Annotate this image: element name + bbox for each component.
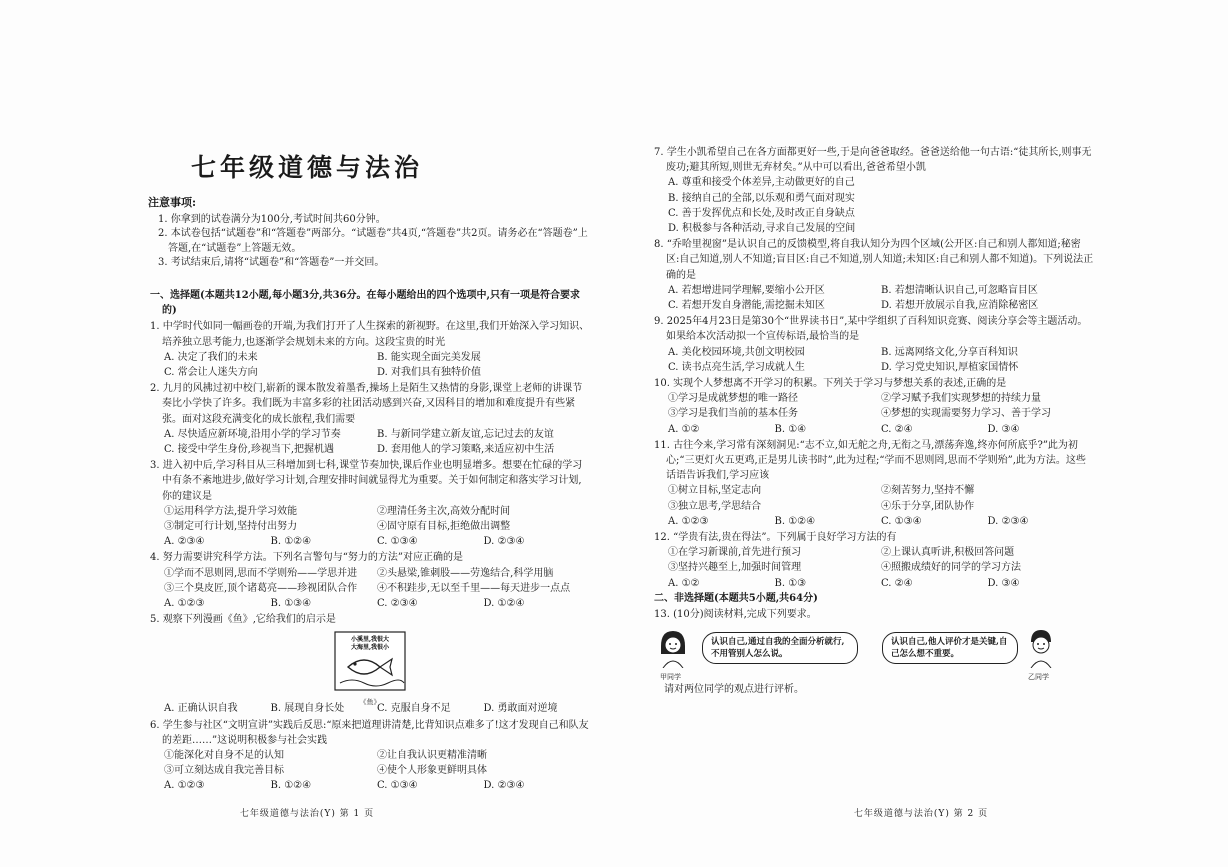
- question-stem: 12. “学贵有法,贵在得法”。下列属于良好学习方法的有: [654, 532, 897, 544]
- section-heading: 一、选择题(本题共12小题,每小题3分,共36分。在每小题给出的四个选项中,只有一项是符合要求的): [150, 290, 580, 317]
- option-a: A. 若想增进同学理解,要缩小公开区: [668, 284, 825, 296]
- question-stem: 13. (10分)阅读材料,完成下列要求。: [654, 609, 817, 621]
- option-b: B. ①②④: [270, 780, 312, 792]
- fish-comic: [150, 631, 590, 707]
- option-b: B. ①③④: [270, 598, 312, 610]
- question-stem: 11. 古往今来,学习常有深刻洞见:“志不立,如无舵之舟,无衔之马,漂荡奔逸,终亦何所底乎?”此为初心;“三更灯火五更鸡,正是男儿读书时”,此为过程;“学而不思则罔,思而不学则殆”,此为方法。这些话语告诉我们,学习应该: [654, 439, 1086, 482]
- option-d: D. 勇敢面对逆境: [483, 703, 558, 715]
- statement-4: ④固守原有目标,拒绝做出调整: [377, 521, 511, 533]
- option-b: B. 远离网络文化,分享百科知识: [881, 346, 1018, 358]
- page2-content: [654, 144, 1094, 698]
- page-2: [614, 0, 1228, 867]
- page-footer: 七年级道德与法治(Y) 第 1 页: [239, 809, 375, 819]
- option-c: C. 常会让人迷失方向: [164, 367, 258, 379]
- statement-3: ③坚持兴趣至上,加强时间管理: [668, 562, 802, 574]
- option-b: B. 与新同学建立新友谊,忘记过去的友谊: [377, 428, 554, 440]
- option-d: D. 积极参与各种活动,寻求自己发展的空间: [668, 223, 856, 235]
- comic-caption: 《鱼》: [359, 698, 381, 707]
- notes-item: 3. 考试结束后,请将“试题卷”和“答题卷”一并交回。: [158, 257, 385, 268]
- fish-comic-image: [334, 631, 406, 691]
- question-10: [654, 376, 1094, 437]
- statements: [150, 504, 590, 534]
- statement-1: ①能深化对自身不足的认知: [164, 750, 284, 762]
- question-stem: 10. 实现个人梦想离不开学习的积累。下列关于学习与梦想关系的表述,正确的是: [654, 378, 1007, 390]
- option-d: D. ①②④: [483, 598, 525, 610]
- student-b-icon: [1024, 628, 1058, 668]
- options: [150, 778, 590, 793]
- question-stem: 8. “乔哈里视窗”是认识自己的反馈模型,将自我认知分为四个区域(公开区:自己和别人都知道;秘密区:自己知道,别人不知道;盲目区:自己不知道,别人知道;未知区:自己和别人都不知道)。下列说法正确的是: [654, 239, 1094, 281]
- student-b-label: 乙同学: [1028, 673, 1049, 682]
- options: [150, 427, 590, 457]
- option-b: B. 若想清晰认识自己,可忽略盲目区: [881, 284, 1038, 296]
- statement-4: ④照搬成绩好的同学的学习方法: [881, 562, 1021, 574]
- statement-2: ②让自我认识更精准清晰: [377, 750, 487, 762]
- question-stem: 7. 学生小凯希望自己在各方面都更好一些,于是向爸爸取经。爸爸送给他一句古语:“徒其所长,则事无废功;避其所短,则世无弃材矣。”从中可以看出,爸爸希望小凯: [654, 147, 1092, 174]
- question-3: [150, 458, 590, 549]
- options: [654, 283, 1094, 313]
- student-a-icon: [656, 628, 690, 668]
- options: [150, 596, 590, 611]
- option-c: C. ②③④: [377, 598, 418, 610]
- statements: [150, 748, 590, 778]
- options: [654, 576, 1094, 591]
- option-a: A. ①②③: [164, 780, 205, 792]
- statement-1: ①学而不思则罔,思而不学则殆——学思并进: [164, 567, 358, 579]
- option-d: D. 对我们具有独特价值: [377, 367, 482, 379]
- options: [150, 701, 590, 716]
- option-d: D. ③④: [987, 577, 1020, 589]
- option-b: B. 接纳自己的全部,以乐观和勇气面对现实: [668, 192, 855, 204]
- section-heading: 二、非选择题(本题共5小题,共64分): [654, 592, 818, 604]
- option-a: A. 尽快适应新环境,沿用小学的学习节奏: [164, 428, 341, 440]
- question-stem: 5. 观察下列漫画《鱼》,它给我们的启示是: [150, 614, 336, 626]
- page1-content: [150, 288, 590, 794]
- statement-2: ②学习赋予我们实现梦想的持续力量: [881, 393, 1041, 405]
- option-a: A. ①②③: [668, 515, 709, 527]
- question-8: [654, 237, 1094, 313]
- comic-text-1: 小溪里,我很大: [350, 636, 390, 644]
- question-stem: 4. 努力需要讲究科学方法。下列名言警句与“努力的方法”对应正确的是: [150, 552, 463, 564]
- student-a-label: 甲同学: [660, 673, 681, 682]
- question-6: [150, 718, 590, 794]
- option-d: D. 学习党史知识,厚植家国情怀: [881, 361, 1019, 373]
- statement-1: ①树立目标,坚定志向: [668, 485, 762, 497]
- option-c: C. ①③④: [377, 536, 418, 548]
- question-11: [654, 438, 1094, 529]
- question-1: [150, 319, 590, 380]
- options: [150, 534, 590, 549]
- option-a: A. ①②: [668, 423, 700, 435]
- option-b: B. ①③: [774, 577, 807, 589]
- comic-text-2: 大海里,我很小: [350, 644, 390, 652]
- notes-heading: 注意事项:: [148, 196, 197, 209]
- dialogue-illustration: [654, 626, 1094, 682]
- options: [654, 175, 1094, 236]
- question-13: [654, 607, 1094, 697]
- question-5: [150, 612, 590, 716]
- option-c: C. ①③④: [881, 515, 922, 527]
- statement-4: ④使个人形象更鲜明具体: [377, 765, 487, 777]
- option-b: B. 展现自身长处: [270, 703, 345, 715]
- option-d: D. ②③④: [483, 536, 525, 548]
- question-stem: 2. 九月的风拂过初中校门,崭新的课本散发着墨香,操场上是陌生又热情的身影,课堂上老师的讲课节奏比小学快了许多。我们既为丰富多彩的社团活动感到兴奋,又因科目的增加和难度提升有些紧张。面对这段充满变化的成长旅程,我们需要: [150, 383, 583, 425]
- statement-2: ②刻苦努力,坚持不懈: [881, 485, 975, 497]
- statement-3: ③制定可行计划,坚持付出努力: [164, 521, 298, 533]
- option-a: A. 正确认识自我: [164, 703, 238, 715]
- option-a: A. 决定了我们的未来: [164, 351, 258, 363]
- question-7: [654, 145, 1094, 236]
- option-d: D. 若想开放展示自我,应消除秘密区: [881, 300, 1039, 312]
- statement-4: ④不积跬步,无以至千里——每天进步一点点: [377, 582, 571, 594]
- option-c: C. 克服自身不足: [377, 703, 451, 715]
- option-d: D. ③④: [987, 423, 1020, 435]
- option-d: D. 套用他人的学习策略,来适应初中生活: [377, 444, 555, 456]
- question-12: [654, 530, 1094, 591]
- options: [654, 514, 1094, 529]
- option-c: C. ①③④: [377, 780, 418, 792]
- question-stem: 9. 2025年4月23日是第30个“世界读书日”,某中学组织了百科知识竞赛、阅读分享会等主题活动。如果给本次活动拟一个宣传标语,最恰当的是: [654, 316, 1088, 343]
- options: [654, 345, 1094, 375]
- statement-4: ④梦想的实现需要努力学习、善于学习: [881, 408, 1051, 420]
- option-c: C. ②④: [881, 423, 913, 435]
- option-c: C. 善于发挥优点和长处,及时改正自身缺点: [668, 207, 855, 219]
- question-2: [150, 381, 590, 457]
- statement-1: ①在学习新课前,首先进行预习: [668, 547, 802, 559]
- statements: [654, 483, 1094, 513]
- option-c: C. 读书点亮生活,学习成就人生: [668, 361, 805, 373]
- statements: [654, 391, 1094, 421]
- option-b: B. ①②④: [774, 515, 816, 527]
- option-b: B. ①②④: [270, 536, 312, 548]
- question-stem: 6. 学生参与社区“文明宣讲”实践后反思:“原来把道理讲清楚,比背知识点难多了!这才发现自己和队友的差距……”这说明积极参与社会实践: [150, 719, 589, 746]
- statement-2: ②头悬梁,锥刺股——劳逸结合,科学用脑: [377, 567, 554, 579]
- option-a: A. 美化校园环境,共创文明校园: [668, 346, 805, 358]
- option-a: A. ①②③: [164, 598, 205, 610]
- speech-bubble-a: 认识自己,通过自我的全面分析就行,不用管别人怎么说。: [702, 632, 858, 664]
- question-task: 请对两位同学的观点进行评析。: [664, 684, 804, 696]
- question-9: [654, 314, 1094, 375]
- notes: [148, 196, 588, 271]
- statement-1: ①运用科学方法,提升学习效能: [164, 505, 298, 517]
- statement-2: ②上课认真听讲,积极回答问题: [881, 547, 1015, 559]
- question-stem: 1. 中学时代如同一幅画卷的开端,为我们打开了人生探索的新视野。在这里,我们开始深入学习知识、培养独立思考能力,也逐渐学会规划未来的方向。这段宝贵的时光: [150, 321, 590, 348]
- option-c: C. ②④: [881, 577, 913, 589]
- option-d: D. ②③④: [987, 515, 1029, 527]
- statement-3: ③可立刻达成自我完善目标: [164, 765, 284, 777]
- option-b: B. ①④: [774, 423, 807, 435]
- notes-item: 1. 你拿到的试卷满分为100分,考试时间共60分钟。: [158, 213, 386, 225]
- option-c: C. 接受中学生身份,珍视当下,把握机遇: [164, 444, 335, 456]
- option-b: B. 能实现全面完美发展: [377, 351, 481, 363]
- statement-3: ③独立思考,学思结合: [668, 500, 762, 512]
- option-a: A. ①②: [668, 577, 700, 589]
- options: [654, 422, 1094, 437]
- statements: [150, 566, 590, 596]
- option-d: D. ②③④: [483, 780, 525, 792]
- option-a: A. 尊重和接受个体差异,主动做更好的自己: [668, 177, 855, 189]
- speech-bubble-b: 认识自己,他人评价才是关键,自己怎么想不重要。: [882, 632, 1018, 664]
- statement-4: ④乐于分享,团队协作: [881, 500, 975, 512]
- option-c: C. 若想开发自身潜能,需挖掘未知区: [668, 300, 825, 312]
- statement-1: ①学习是成就梦想的唯一路径: [668, 393, 798, 405]
- statement-3: ③学习是我们当前的基本任务: [668, 408, 798, 420]
- question-4: [150, 550, 590, 611]
- question-stem: 3. 进入初中后,学习科目从三科增加到七科,课堂节奏加快,课后作业也明显增多。想要在忙碌的学习中有条不紊地进步,做好学习计划,合理安排时间就显得尤为重要。关于如何制定和落实学习计划,你的建议是: [150, 460, 583, 502]
- option-a: A. ②③④: [164, 536, 205, 548]
- statements: [654, 545, 1094, 575]
- statement-3: ③三个臭皮匠,顶个诸葛亮——珍视团队合作: [164, 582, 358, 594]
- page-footer: 七年级道德与法治(Y) 第 2 页: [853, 809, 989, 819]
- statement-2: ②理清任务主次,高效分配时间: [377, 505, 511, 517]
- options: [150, 350, 590, 380]
- notes-item: 2. 本试卷包括“试题卷”和“答题卷”两部分。“试题卷”共4页,“答题卷”共2页。请务必在“答题卷”上答题,在“试题卷”上答题无效。: [158, 228, 588, 254]
- exam-title: 七年级道德与法治: [190, 153, 423, 182]
